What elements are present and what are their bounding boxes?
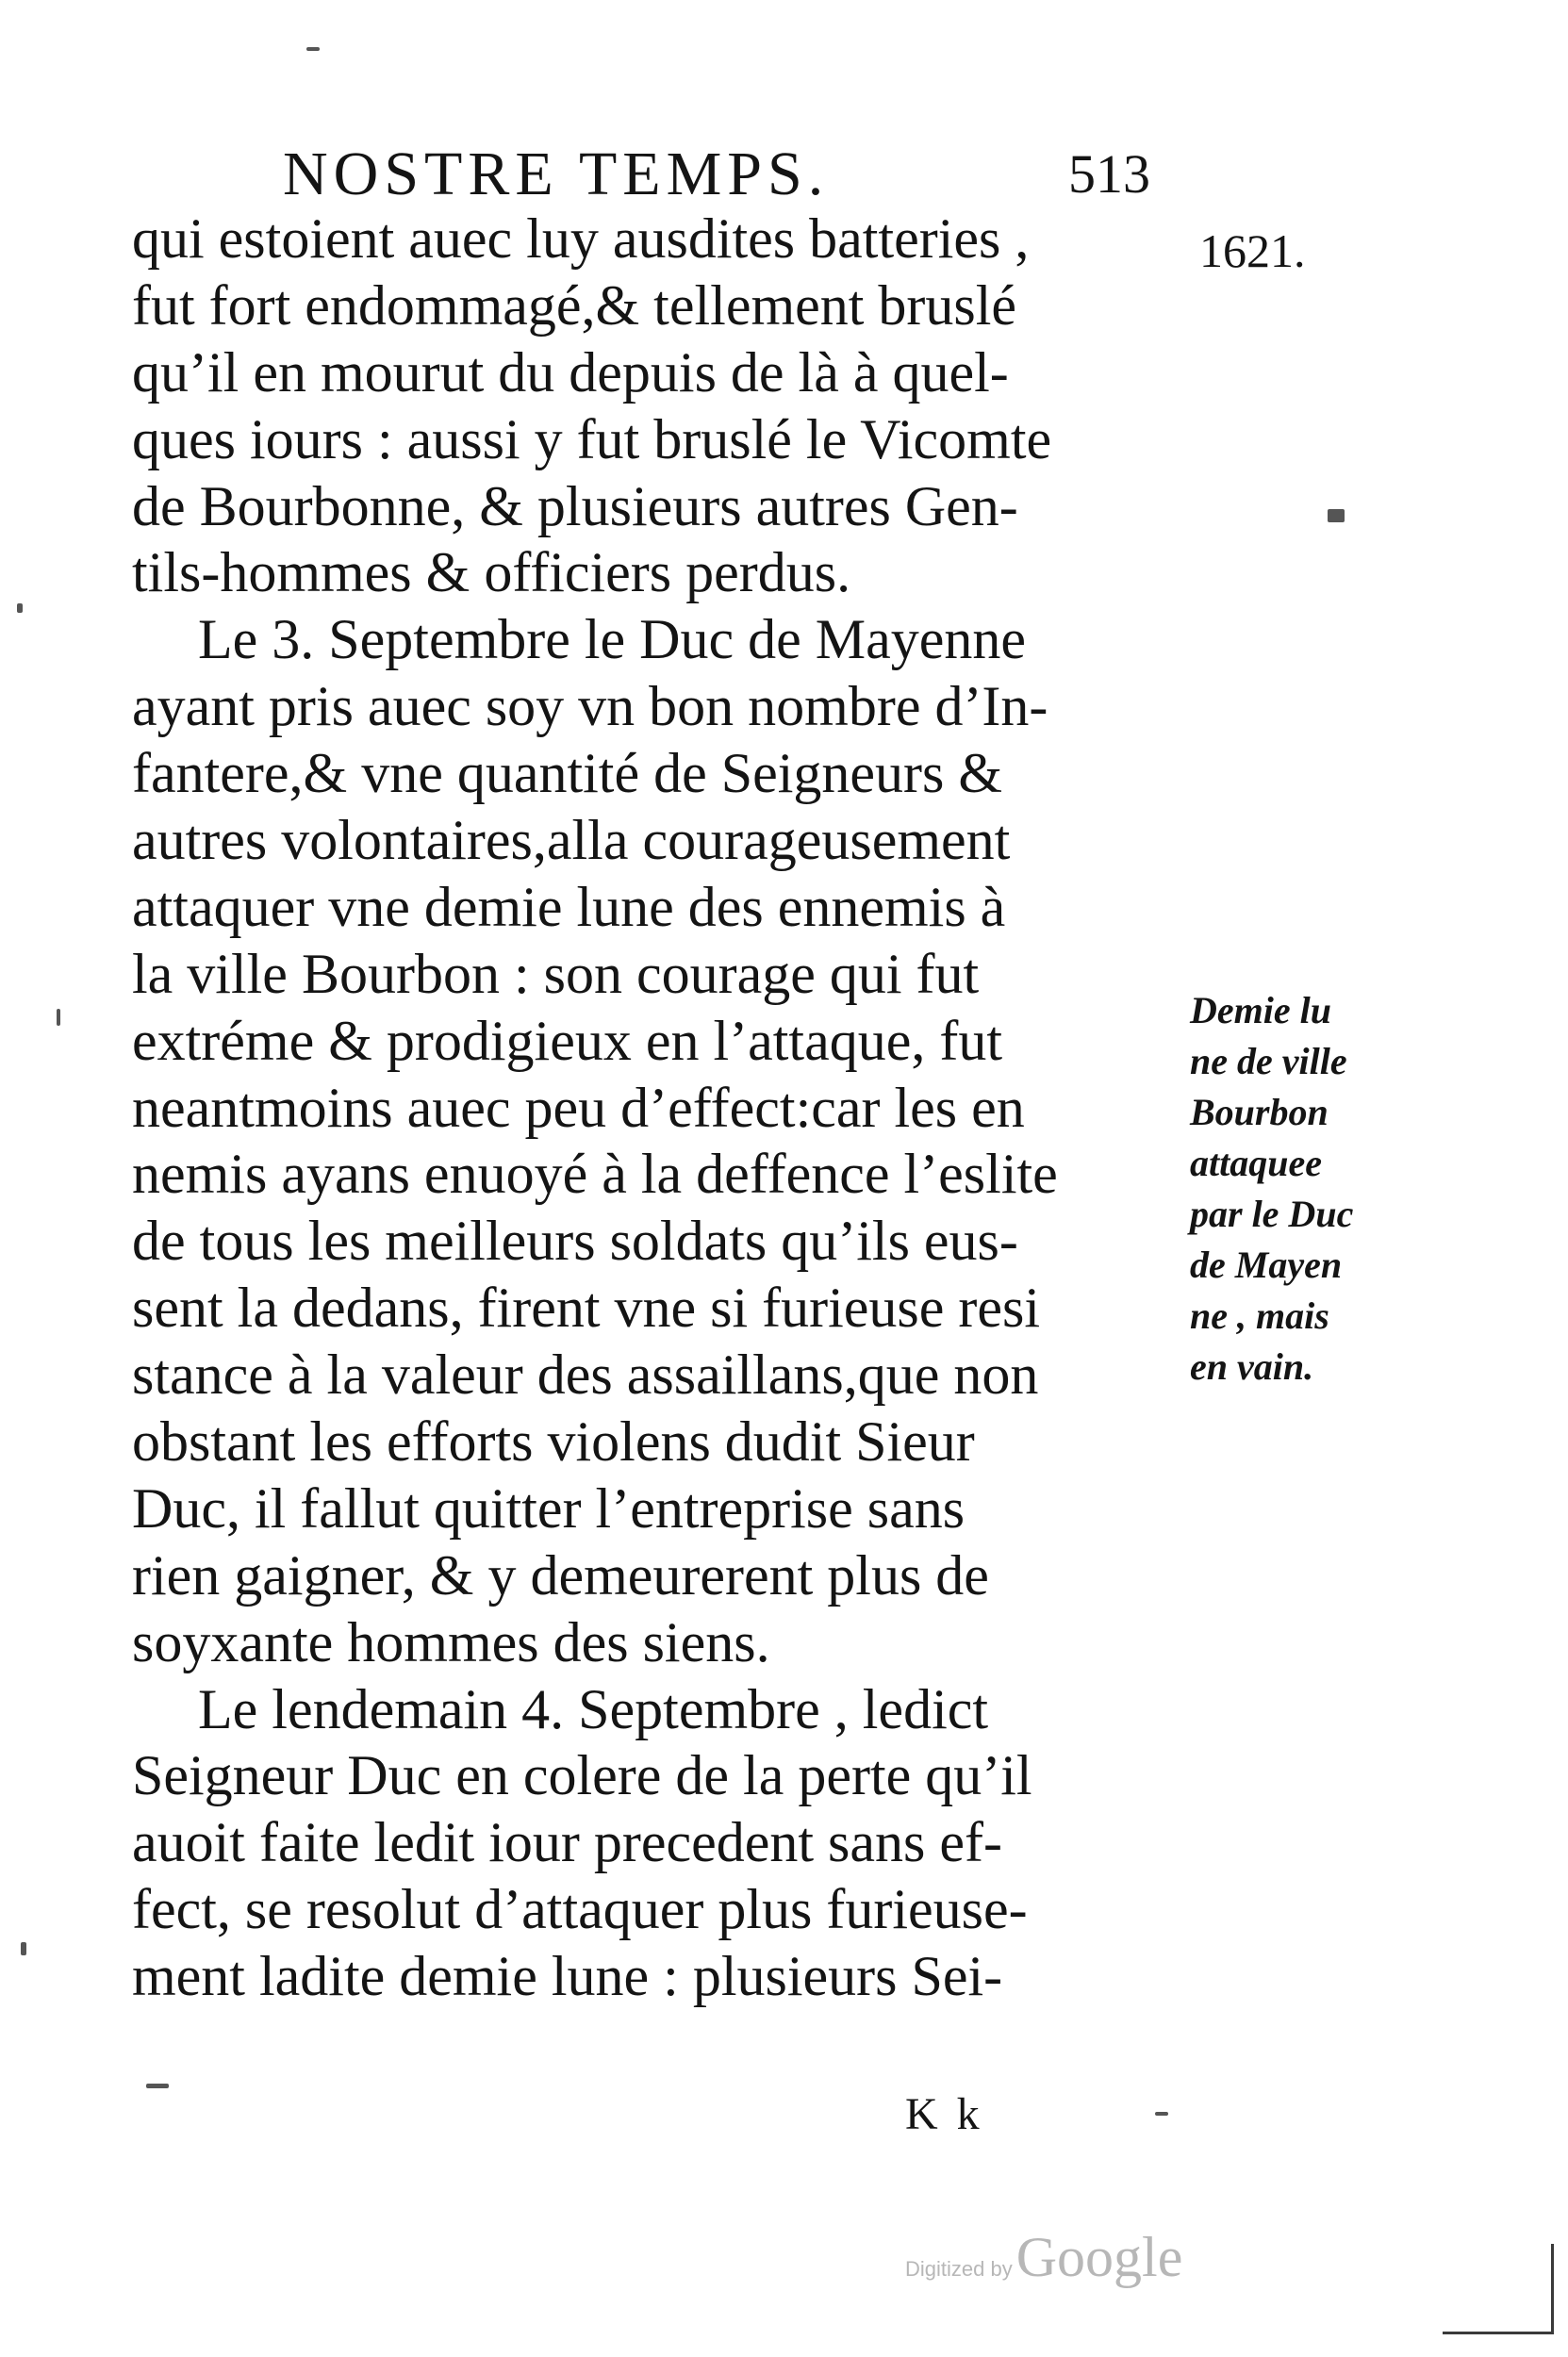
watermark-logo: Google: [1015, 2226, 1183, 2288]
running-head: NOSTRE TEMPS.: [283, 140, 830, 208]
text-line: qu’il en mourut du depuis de là à quel-: [132, 340, 1009, 404]
text-line: de Bourbonne, & plusieurs autres Gen-: [132, 474, 1018, 537]
scan-speck: [57, 1009, 60, 1026]
text-line: tils-hommes & officiers perdus.: [132, 541, 851, 604]
marginal-note: [1190, 985, 1416, 1393]
text-line: sent la dedans, firent vne si furieuse resi: [132, 1277, 1041, 1340]
text-line: ment ladite demie lune : plusieurs Sei-: [132, 1945, 1003, 2008]
marginal-note-line: Demie lu: [1190, 989, 1331, 1031]
year-margin-note: 1621.: [1199, 224, 1306, 277]
page-number: 513: [1068, 143, 1150, 205]
marginal-note-line: Bourbon: [1190, 1091, 1329, 1133]
page-header: [283, 132, 1169, 217]
body-text: [132, 206, 1188, 2010]
text-line: neantmoins auec peu d’effect:car les en: [132, 1076, 1025, 1139]
marginal-note-line: ne , mais: [1190, 1294, 1329, 1337]
text-line: autres volontaires,alla courageusement: [132, 809, 1011, 872]
text-line: nemis ayans enuoyé à la deffence l’eslite: [132, 1143, 1058, 1206]
marginal-note-line: par le Duc: [1190, 1193, 1354, 1235]
scan-speck: [306, 47, 320, 51]
text-line: Seigneur Duc en colere de la perte qu’il: [132, 1744, 1032, 1807]
marginal-note-line: en vain.: [1190, 1345, 1314, 1388]
text-line: extréme & prodigieux en l’attaque, fut: [132, 1009, 1002, 1072]
scan-speck: [21, 1942, 26, 1955]
marginal-note-line: ne de ville: [1190, 1040, 1347, 1082]
text-line: Le lendemain 4. Septembre , ledict: [198, 1677, 989, 1740]
text-line: soyxante hommes des siens.: [132, 1610, 770, 1673]
text-line: Duc, il fallut quitter l’entreprise sans: [132, 1476, 966, 1540]
text-line: fantere,& vne quantité de Seigneurs &: [132, 742, 1003, 805]
text-line: fut fort endommagé,& tellement bruslé: [132, 273, 1017, 337]
text-line: fect, se resolut d’attaquer plus furieuse-: [132, 1878, 1028, 1941]
scan-corner-mark: [1443, 2244, 1554, 2334]
text-line: auoit faite ledit iour precedent sans ef-: [132, 1811, 1002, 1874]
text-line: attaquer vne demie lune des ennemis à: [132, 875, 1006, 938]
scan-speck: [17, 603, 23, 613]
signature-mark: K k: [905, 2089, 983, 2139]
text-line: obstant les efforts violens dudit Sieur: [132, 1410, 975, 1474]
scan-speck: [146, 2084, 169, 2088]
text-line: ques iours : aussi y fut bruslé le Vicomte: [132, 407, 1052, 470]
marginal-note-line: de Mayen: [1190, 1244, 1343, 1286]
digitized-watermark: [905, 2225, 1182, 2290]
text-line: rien gaigner, & y demeurerent plus de: [132, 1543, 989, 1607]
text-line: Le 3. Septembre le Duc de Mayenne: [198, 608, 1026, 671]
text-line: de tous les meilleurs soldats qu’ils eus-: [132, 1210, 1018, 1273]
scan-speck: [1328, 509, 1345, 522]
watermark-prefix: Digitized by: [905, 2257, 1013, 2281]
marginal-note-line: attaquee: [1190, 1142, 1322, 1184]
text-line: la ville Bourbon : son courage qui fut: [132, 942, 980, 1005]
text-line: stance à la valeur des assaillans,que non: [132, 1343, 1039, 1407]
text-line: ayant pris auec soy vn bon nombre d’In-: [132, 675, 1048, 738]
scan-speck: [1155, 2112, 1168, 2116]
text-line: qui estoient auec luy ausdites batteries ,: [132, 207, 1030, 270]
